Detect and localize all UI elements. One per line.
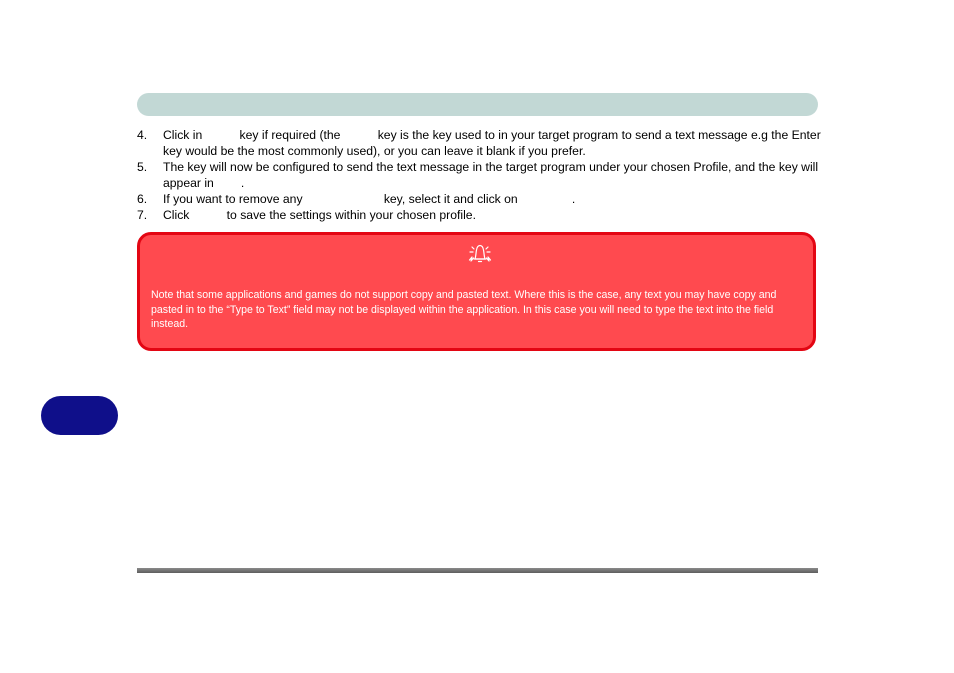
warning-box [137,232,816,351]
step-number: 5. [137,160,148,174]
step-item [137,159,827,191]
step-number: 4. [137,128,148,142]
step-text: If you want to remove any key, select it and click on . [163,192,576,206]
step-text: The key will now be configured to send the text message in the target program under your chosen Profile, and the key will appear in . [163,160,822,190]
step-number: 7. [137,208,148,222]
step-item [137,127,827,159]
step-item [137,207,827,223]
alarm-bell-icon [466,241,494,265]
warning-note-text: Note that some applications and games do not support copy and pasted text. Where this is the case, any text you may have copy and pasted in to the “Type to Text” field may not be displayed within the application. In this case you will need to type the text into the field instead. [151,289,777,330]
chapter-tab [41,396,118,435]
step-text: Click in key if required (the key is the key used to in your target program to send a text message e.g the Enter key would be the most commonly used), or you can leave it blank if you prefer. [163,128,825,158]
step-number: 6. [137,192,148,206]
footer-rule [137,568,818,573]
step-text: Click to save the settings within your chosen profile. [163,208,476,222]
header-bar [137,93,818,116]
instruction-steps [137,127,827,223]
step-item [137,191,827,207]
